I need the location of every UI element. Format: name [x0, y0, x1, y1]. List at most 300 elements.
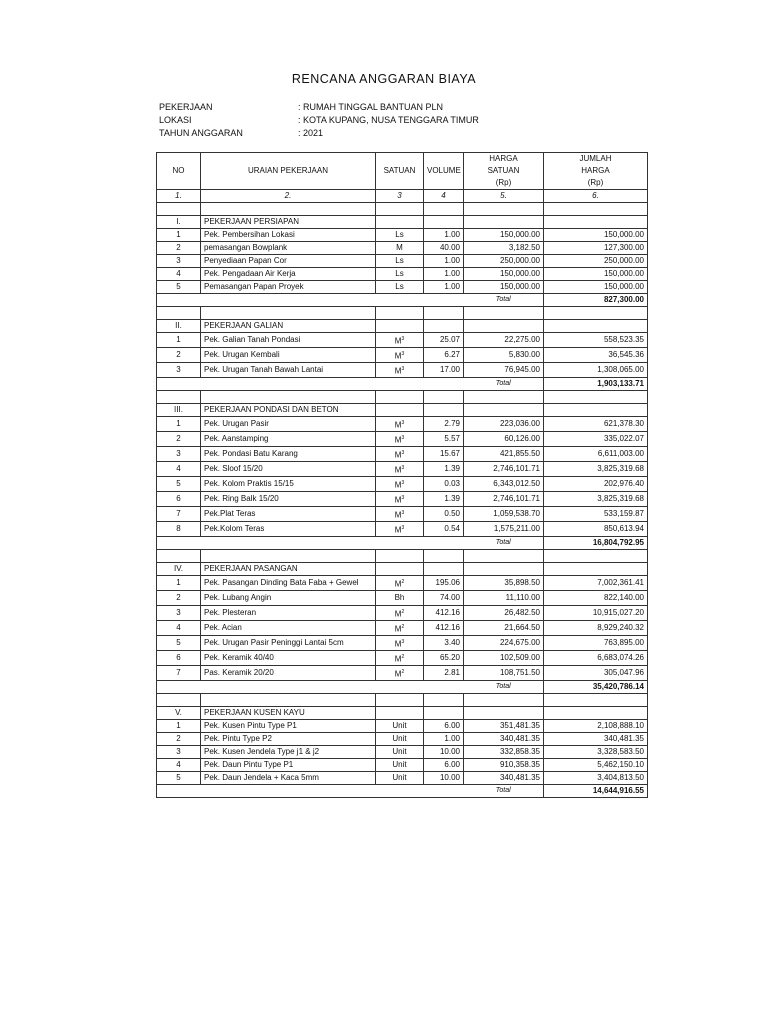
item-unit	[376, 417, 424, 432]
table-row	[157, 242, 648, 255]
section-number: II.	[157, 320, 201, 333]
item-unit-price: 150,000.00	[464, 268, 544, 281]
unit-text: Bh	[394, 593, 405, 602]
empty-cell	[376, 404, 424, 417]
item-amount: 6,683,074.26	[544, 651, 648, 666]
spacer-row	[157, 307, 648, 320]
spacer-cell	[157, 550, 201, 563]
item-unit-price: 340,481.35	[464, 772, 544, 785]
item-volume: 10.00	[424, 772, 464, 785]
empty-cell	[544, 563, 648, 576]
item-name: Pek. Urugan Pasir Peninggi Lantai 5cm	[201, 636, 376, 651]
item-unit	[376, 492, 424, 507]
unit-text: M	[394, 495, 402, 505]
item-name: Pek. Plesteran	[201, 606, 376, 621]
item-unit	[376, 477, 424, 492]
item-unit	[376, 733, 424, 746]
section-total-row	[157, 785, 648, 798]
item-unit	[376, 606, 424, 621]
section-header-row	[157, 707, 648, 720]
item-name: Pek. Daun Jendela + Kaca 5mm	[201, 772, 376, 785]
item-unit	[376, 333, 424, 348]
empty-cell	[424, 320, 464, 333]
item-amount: 340,481.35	[544, 733, 648, 746]
section-title: PEKERJAAN PONDASI DAN BETON	[201, 404, 376, 417]
unit-text: M	[394, 579, 402, 589]
item-volume: 2.79	[424, 417, 464, 432]
unit-text: Ls	[395, 282, 404, 291]
empty-cell	[424, 404, 464, 417]
section-title: PEKERJAAN GALIAN	[201, 320, 376, 333]
section-total-row	[157, 681, 648, 694]
item-number: 3	[157, 606, 201, 621]
item-unit-price: 332,858.35	[464, 746, 544, 759]
unit-exponent: 3	[401, 365, 405, 372]
item-name: Pek. Pembersihan Lokasi	[201, 229, 376, 242]
item-number: 4	[157, 268, 201, 281]
item-number: 1	[157, 720, 201, 733]
unit-text: M	[394, 480, 402, 490]
spacer-cell	[464, 307, 544, 320]
unit-text: M	[394, 351, 402, 361]
item-unit-price: 3,182.50	[464, 242, 544, 255]
item-amount: 202,976.40	[544, 477, 648, 492]
item-name: Pek. Sloof 15/20	[201, 462, 376, 477]
item-unit-price: 150,000.00	[464, 229, 544, 242]
spacer-cell	[544, 391, 648, 404]
item-number: 2	[157, 733, 201, 746]
item-name: Pek. Kusen Jendela Type j1 & j2	[201, 746, 376, 759]
header-no: NO	[157, 153, 201, 190]
table-row	[157, 447, 648, 462]
item-volume: 3.40	[424, 636, 464, 651]
empty-cell	[376, 378, 424, 391]
item-volume: 412.16	[424, 621, 464, 636]
item-amount: 822,140.00	[544, 591, 648, 606]
unit-exponent: 2	[401, 623, 405, 630]
unit-text: M	[394, 639, 402, 649]
table-row	[157, 636, 648, 651]
section-header-row	[157, 404, 648, 417]
table-row	[157, 477, 648, 492]
spacer-cell	[201, 694, 376, 707]
spacer-cell	[424, 307, 464, 320]
table-row	[157, 492, 648, 507]
item-number: 5	[157, 477, 201, 492]
spacer-cell	[544, 550, 648, 563]
unit-text: Ls	[395, 230, 404, 239]
empty-cell	[201, 378, 376, 391]
item-amount: 305,047.96	[544, 666, 648, 681]
item-number: 4	[157, 759, 201, 772]
table-row	[157, 733, 648, 746]
section-total-row	[157, 537, 648, 550]
item-number: 2	[157, 591, 201, 606]
item-volume: 0.54	[424, 522, 464, 537]
spacer-cell	[424, 550, 464, 563]
item-volume: 6.27	[424, 348, 464, 363]
budget-table	[156, 152, 648, 798]
item-amount: 3,825,319.68	[544, 492, 648, 507]
item-amount: 10,915,027.20	[544, 606, 648, 621]
spacer-cell	[376, 550, 424, 563]
item-unit	[376, 432, 424, 447]
item-volume: 1.39	[424, 492, 464, 507]
item-unit-price: 2,746,101.71	[464, 492, 544, 507]
item-amount: 558,523.35	[544, 333, 648, 348]
column-index-row	[157, 190, 648, 203]
meta-label: PEKERJAAN	[159, 102, 213, 112]
empty-cell	[464, 404, 544, 417]
item-unit	[376, 636, 424, 651]
spacer-row	[157, 203, 648, 216]
empty-cell	[424, 537, 464, 550]
table-row	[157, 432, 648, 447]
table-row	[157, 363, 648, 378]
spacer-cell	[376, 307, 424, 320]
empty-cell	[201, 681, 376, 694]
section-total-value: 1,903,133.71	[544, 378, 648, 391]
unit-text: Ls	[395, 256, 404, 265]
section-number: I.	[157, 216, 201, 229]
item-amount: 127,300.00	[544, 242, 648, 255]
section-header-row	[157, 320, 648, 333]
item-number: 2	[157, 348, 201, 363]
section-number: V.	[157, 707, 201, 720]
item-unit-price: 76,945.00	[464, 363, 544, 378]
item-unit-price: 21,664.50	[464, 621, 544, 636]
item-unit	[376, 746, 424, 759]
section-total-value: 16,804,792.95	[544, 537, 648, 550]
item-unit	[376, 229, 424, 242]
unit-exponent: 3	[401, 479, 405, 486]
item-name: Pek. Pondasi Batu Karang	[201, 447, 376, 462]
table-row	[157, 522, 648, 537]
item-unit-price: 421,855.50	[464, 447, 544, 462]
item-unit-price: 223,036.00	[464, 417, 544, 432]
item-unit	[376, 720, 424, 733]
item-volume: 1.00	[424, 281, 464, 294]
item-name: Pek. Kolom Praktis 15/15	[201, 477, 376, 492]
table-row	[157, 255, 648, 268]
section-title: PEKERJAAN KUSEN KAYU	[201, 707, 376, 720]
spacer-cell	[424, 694, 464, 707]
empty-cell	[201, 537, 376, 550]
item-unit	[376, 255, 424, 268]
table-row	[157, 268, 648, 281]
unit-text: M	[394, 510, 402, 520]
header-volume: VOLUME	[424, 153, 464, 190]
table-row	[157, 229, 648, 242]
unit-exponent: 3	[401, 509, 405, 516]
item-unit-price: 1,059,538.70	[464, 507, 544, 522]
item-unit	[376, 666, 424, 681]
spacer-cell	[544, 694, 648, 707]
item-volume: 1.00	[424, 733, 464, 746]
unit-text: M	[394, 435, 402, 445]
unit-text: M	[394, 525, 402, 535]
unit-exponent: 3	[401, 419, 405, 426]
item-unit	[376, 591, 424, 606]
section-title: PEKERJAAN PERSIAPAN	[201, 216, 376, 229]
column-index: 2.	[201, 190, 376, 203]
spacer-cell	[201, 203, 376, 216]
empty-cell	[376, 707, 424, 720]
table-row	[157, 720, 648, 733]
empty-cell	[376, 785, 424, 798]
item-unit-price: 22,275.00	[464, 333, 544, 348]
item-unit	[376, 363, 424, 378]
section-header-row	[157, 216, 648, 229]
item-unit-price: 108,751.50	[464, 666, 544, 681]
empty-cell	[424, 681, 464, 694]
table-row	[157, 651, 648, 666]
item-amount: 8,929,240.32	[544, 621, 648, 636]
spacer-row	[157, 550, 648, 563]
table-row	[157, 606, 648, 621]
item-name: Pek. Urugan Tanah Bawah Lantai	[201, 363, 376, 378]
item-number: 5	[157, 636, 201, 651]
header-harga-1: HARGA	[464, 153, 544, 166]
spacer-cell	[376, 694, 424, 707]
header-jumlah-1: JUMLAH	[544, 153, 648, 166]
section-total-row	[157, 294, 648, 307]
item-unit	[376, 507, 424, 522]
item-amount: 3,404,813.50	[544, 772, 648, 785]
item-name: Pek. Keramik 40/40	[201, 651, 376, 666]
spacer-row	[157, 391, 648, 404]
table-row	[157, 417, 648, 432]
section-total-row	[157, 378, 648, 391]
item-volume: 1.00	[424, 255, 464, 268]
item-number: 3	[157, 746, 201, 759]
item-name: Pek. Galian Tanah Pondasi	[201, 333, 376, 348]
unit-text: Unit	[392, 747, 407, 756]
table-row	[157, 462, 648, 477]
header-harga-2: SATUAN	[464, 165, 544, 177]
empty-cell	[424, 785, 464, 798]
total-label: Total	[464, 537, 544, 550]
item-name: pemasangan Bowplank	[201, 242, 376, 255]
item-name: Pek.Plat Teras	[201, 507, 376, 522]
unit-text: Ls	[395, 269, 404, 278]
unit-text: M	[394, 609, 402, 619]
item-number: 1	[157, 576, 201, 591]
unit-exponent: 2	[401, 578, 405, 585]
item-unit-price: 5,830.00	[464, 348, 544, 363]
unit-text: M	[394, 624, 402, 634]
item-volume: 5.57	[424, 432, 464, 447]
spacer-cell	[376, 203, 424, 216]
item-unit-price: 150,000.00	[464, 281, 544, 294]
table-row	[157, 281, 648, 294]
item-unit	[376, 759, 424, 772]
item-unit-price: 340,481.35	[464, 733, 544, 746]
item-number: 2	[157, 242, 201, 255]
total-label: Total	[464, 294, 544, 307]
unit-text: M	[394, 465, 402, 475]
item-number: 1	[157, 333, 201, 348]
spacer-cell	[201, 550, 376, 563]
item-amount: 763,895.00	[544, 636, 648, 651]
item-volume: 412.16	[424, 606, 464, 621]
column-index: 3	[376, 190, 424, 203]
section-title: PEKERJAAN PASANGAN	[201, 563, 376, 576]
item-unit-price: 26,482.50	[464, 606, 544, 621]
header-uraian: URAIAN PEKERJAAN	[201, 153, 376, 190]
item-amount: 621,378.30	[544, 417, 648, 432]
section-total-value: 827,300.00	[544, 294, 648, 307]
unit-exponent: 3	[401, 350, 405, 357]
item-number: 8	[157, 522, 201, 537]
table-row	[157, 772, 648, 785]
item-unit	[376, 621, 424, 636]
item-unit	[376, 772, 424, 785]
table-row	[157, 591, 648, 606]
meta-value: : 2021	[298, 128, 324, 138]
item-number: 6	[157, 492, 201, 507]
item-amount: 533,159.87	[544, 507, 648, 522]
item-volume: 1.00	[424, 268, 464, 281]
spacer-cell	[544, 307, 648, 320]
unit-text: M	[394, 450, 402, 460]
item-volume: 2.81	[424, 666, 464, 681]
spacer-cell	[201, 391, 376, 404]
spacer-cell	[464, 203, 544, 216]
item-volume: 17.00	[424, 363, 464, 378]
unit-text: Unit	[392, 760, 407, 769]
empty-cell	[201, 785, 376, 798]
unit-exponent: 3	[401, 449, 405, 456]
item-number: 4	[157, 621, 201, 636]
unit-text: Unit	[392, 721, 407, 730]
item-unit	[376, 281, 424, 294]
item-volume: 25.07	[424, 333, 464, 348]
section-header-row	[157, 563, 648, 576]
spacer-cell	[157, 391, 201, 404]
empty-cell	[376, 681, 424, 694]
item-unit	[376, 348, 424, 363]
unit-text: M	[394, 420, 402, 430]
item-name: Pas. Keramik 20/20	[201, 666, 376, 681]
item-name: Penyediaan Papan Cor	[201, 255, 376, 268]
item-number: 5	[157, 772, 201, 785]
item-amount: 1,308,065.00	[544, 363, 648, 378]
item-volume: 6.00	[424, 759, 464, 772]
item-name: Pek. Urugan Kembali	[201, 348, 376, 363]
unit-text: M	[394, 366, 402, 376]
item-name: Pek. Pintu Type P2	[201, 733, 376, 746]
item-unit-price: 6,343,012.50	[464, 477, 544, 492]
empty-cell	[376, 563, 424, 576]
unit-text: M	[394, 654, 402, 664]
meta-label: LOKASI	[159, 115, 192, 125]
header-jumlah-2: HARGA	[544, 165, 648, 177]
item-name: Pek. Aanstamping	[201, 432, 376, 447]
spacer-row	[157, 694, 648, 707]
empty-cell	[424, 294, 464, 307]
empty-cell	[376, 216, 424, 229]
item-volume: 40.00	[424, 242, 464, 255]
item-volume: 15.67	[424, 447, 464, 462]
item-unit	[376, 242, 424, 255]
item-volume: 1.00	[424, 229, 464, 242]
item-number: 2	[157, 432, 201, 447]
empty-cell	[424, 563, 464, 576]
spacer-cell	[464, 391, 544, 404]
empty-cell	[201, 294, 376, 307]
item-name: Pek. Ring Balk 15/20	[201, 492, 376, 507]
item-volume: 65.20	[424, 651, 464, 666]
table-row	[157, 576, 648, 591]
meta-value: : KOTA KUPANG, NUSA TENGGARA TIMUR	[298, 115, 479, 125]
item-amount: 335,022.07	[544, 432, 648, 447]
item-name: Pek. Pasangan Dinding Bata Faba + Gewel	[201, 576, 376, 591]
total-label: Total	[464, 681, 544, 694]
empty-cell	[544, 707, 648, 720]
item-number: 7	[157, 666, 201, 681]
unit-exponent: 3	[401, 335, 405, 342]
unit-exponent: 2	[401, 653, 405, 660]
item-volume: 10.00	[424, 746, 464, 759]
empty-cell	[464, 707, 544, 720]
header-jumlah-3: (Rp)	[544, 177, 648, 190]
empty-cell	[464, 563, 544, 576]
unit-text: M	[394, 336, 402, 346]
section-total-value: 35,420,786.14	[544, 681, 648, 694]
table-row	[157, 621, 648, 636]
item-unit-price: 250,000.00	[464, 255, 544, 268]
spacer-cell	[424, 203, 464, 216]
item-amount: 36,545.36	[544, 348, 648, 363]
spacer-cell	[424, 391, 464, 404]
item-unit-price: 11,110.00	[464, 591, 544, 606]
unit-exponent: 3	[401, 494, 405, 501]
table-row	[157, 348, 648, 363]
item-unit-price: 102,509.00	[464, 651, 544, 666]
section-number: III.	[157, 404, 201, 417]
unit-exponent: 3	[401, 434, 405, 441]
table-row	[157, 333, 648, 348]
item-unit-price: 910,358.35	[464, 759, 544, 772]
empty-cell	[424, 707, 464, 720]
item-amount: 850,613.94	[544, 522, 648, 537]
empty-cell	[424, 378, 464, 391]
empty-cell	[157, 785, 201, 798]
item-unit-price: 1,575,211.00	[464, 522, 544, 537]
unit-exponent: 3	[401, 464, 405, 471]
table-row	[157, 759, 648, 772]
header-harga-3: (Rp)	[464, 177, 544, 190]
item-amount: 250,000.00	[544, 255, 648, 268]
total-label: Total	[464, 378, 544, 391]
spacer-cell	[464, 550, 544, 563]
section-number: IV.	[157, 563, 201, 576]
unit-exponent: 2	[401, 608, 405, 615]
item-volume: 1.39	[424, 462, 464, 477]
item-name: Pek.Kolom Teras	[201, 522, 376, 537]
item-unit	[376, 462, 424, 477]
item-amount: 6,611,003.00	[544, 447, 648, 462]
header-satuan: SATUAN	[376, 153, 424, 190]
item-amount: 150,000.00	[544, 229, 648, 242]
item-number: 5	[157, 281, 201, 294]
meta-value: : RUMAH TINGGAL BANTUAN PLN	[298, 102, 444, 112]
empty-cell	[376, 537, 424, 550]
item-unit-price: 60,126.00	[464, 432, 544, 447]
item-amount: 3,825,319.68	[544, 462, 648, 477]
spacer-cell	[544, 203, 648, 216]
